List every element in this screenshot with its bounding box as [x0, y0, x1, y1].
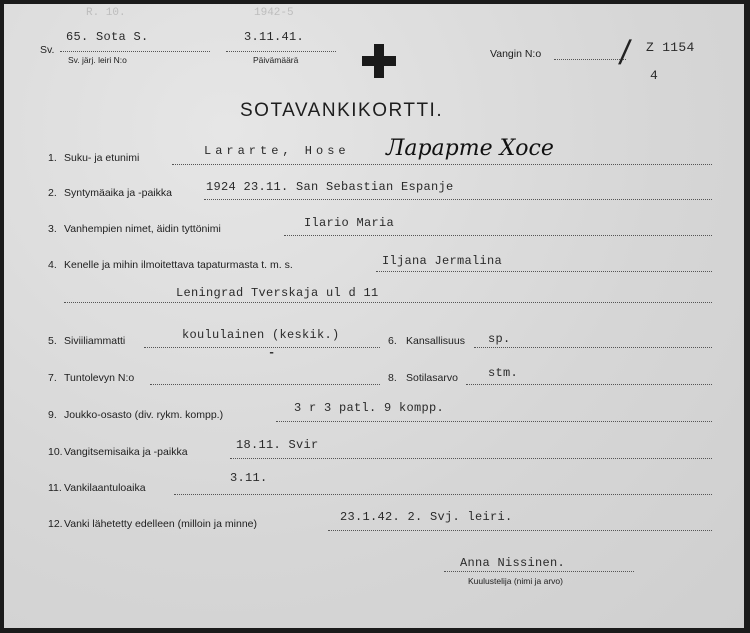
field-4-label: Kenelle ja mihin ilmoitettava tapaturmasta t. m. s.: [64, 259, 293, 271]
field-1-label: Suku- ja etunimi: [64, 152, 140, 164]
field-1-typed: Lararte, Hose: [204, 144, 350, 158]
field-1-handwritten: Лараpте Хосе: [386, 136, 554, 161]
field-9-typed: 3 r 3 patl. 9 kompp.: [294, 401, 445, 415]
field-10-label: Vangitsemisaika ja -paikka: [64, 446, 188, 458]
field-11-line: [174, 494, 712, 495]
date-line: [226, 51, 336, 52]
interrogator-signature: Anna Nissinen.: [460, 556, 566, 570]
field-5-typed: koululainen (keskik.): [182, 328, 340, 342]
field-10-line: [230, 458, 712, 459]
field-4-typed: Iljana Jermalina: [382, 254, 503, 268]
field-12-label: Vanki lähetetty edelleen (milloin ja minne): [64, 518, 257, 530]
signature-caption: Kuulustelija (nimi ja arvo): [468, 576, 563, 586]
field-6-line: [474, 347, 712, 348]
prisoner-number-line: [554, 59, 626, 60]
field-11-label: Vankilaantuloaika: [64, 482, 146, 494]
pow-card: [4, 4, 744, 628]
card-title: SOTAVANKIKORTTI.: [240, 100, 444, 121]
field-8-typed: stm.: [488, 366, 519, 380]
field-9-line: [276, 421, 712, 422]
prisoner-number-slash: /: [616, 34, 633, 72]
field-2-line: [204, 199, 712, 200]
field-6-label: Kansallisuus: [406, 335, 465, 347]
sv-label: Sv.: [40, 44, 55, 56]
field-6-number: 6.: [388, 335, 397, 347]
field-2-number: 2.: [48, 187, 57, 199]
field-7-label: Tuntolevyn N:o: [64, 372, 135, 384]
field-6-typed: sp.: [488, 332, 511, 346]
field-3-typed: Ilario Maria: [304, 216, 395, 230]
prisoner-number-value: Z 1154: [646, 40, 695, 55]
field-10-number: 10.: [48, 446, 63, 458]
cross-icon: [362, 44, 396, 78]
field-5-number: 5.: [48, 335, 57, 347]
field-9-number: 9.: [48, 409, 57, 421]
field-11-number: 11.: [48, 482, 62, 494]
field-5-line: [144, 347, 380, 348]
prisoner-number-label: Vangin N:o: [490, 48, 542, 60]
field-4-number: 4.: [48, 259, 57, 271]
signature-line: [444, 571, 634, 572]
field-7-typed: -: [268, 346, 276, 360]
field-12-typed: 23.1.42. 2. Svj. leiri.: [340, 510, 513, 524]
field-4-line: [376, 271, 712, 272]
field-4-typed-2: Leningrad Tverskaja ul d 11: [176, 286, 379, 300]
field-12-number: 12.: [48, 518, 63, 530]
date-caption: Päivämäärä: [253, 55, 299, 65]
field-5-label: Siviiliammatti: [64, 335, 126, 347]
field-7-line: [150, 384, 380, 385]
field-1-number: 1.: [48, 152, 57, 164]
field-11-typed: 3.11.: [230, 471, 268, 485]
date-value: 3.11.41.: [244, 30, 305, 44]
camp-caption: Sv. järj. leiri N:o: [68, 55, 127, 65]
field-3-label: Vanhempien nimet, äidin tyttönimi: [64, 223, 221, 235]
prisoner-number-sub: 4: [650, 68, 659, 83]
field-2-label: Syntymäaika ja -paikka: [64, 187, 172, 199]
field-3-line: [284, 235, 712, 236]
camp-value: 65. Sota S.: [66, 30, 149, 44]
field-3-number: 3.: [48, 223, 57, 235]
faint-stamp-right: 1942-5: [254, 7, 294, 19]
field-10-typed: 18.11. Svir: [236, 438, 319, 452]
field-12-line: [328, 530, 712, 531]
field-8-label: Sotilasarvo: [406, 372, 458, 384]
field-8-line: [466, 384, 712, 385]
field-9-label: Joukko-osasto (div. rykm. kompp.): [64, 409, 224, 421]
field-7-number: 7.: [48, 372, 57, 384]
field-8-number: 8.: [388, 372, 397, 384]
field-1-line: [172, 164, 712, 165]
field-2-typed: 1924 23.11. San Sebastian Espanje: [206, 180, 454, 194]
camp-line: [60, 51, 210, 52]
field-4-line-2: [64, 302, 712, 303]
faint-stamp-left: R. 10.: [86, 7, 126, 19]
